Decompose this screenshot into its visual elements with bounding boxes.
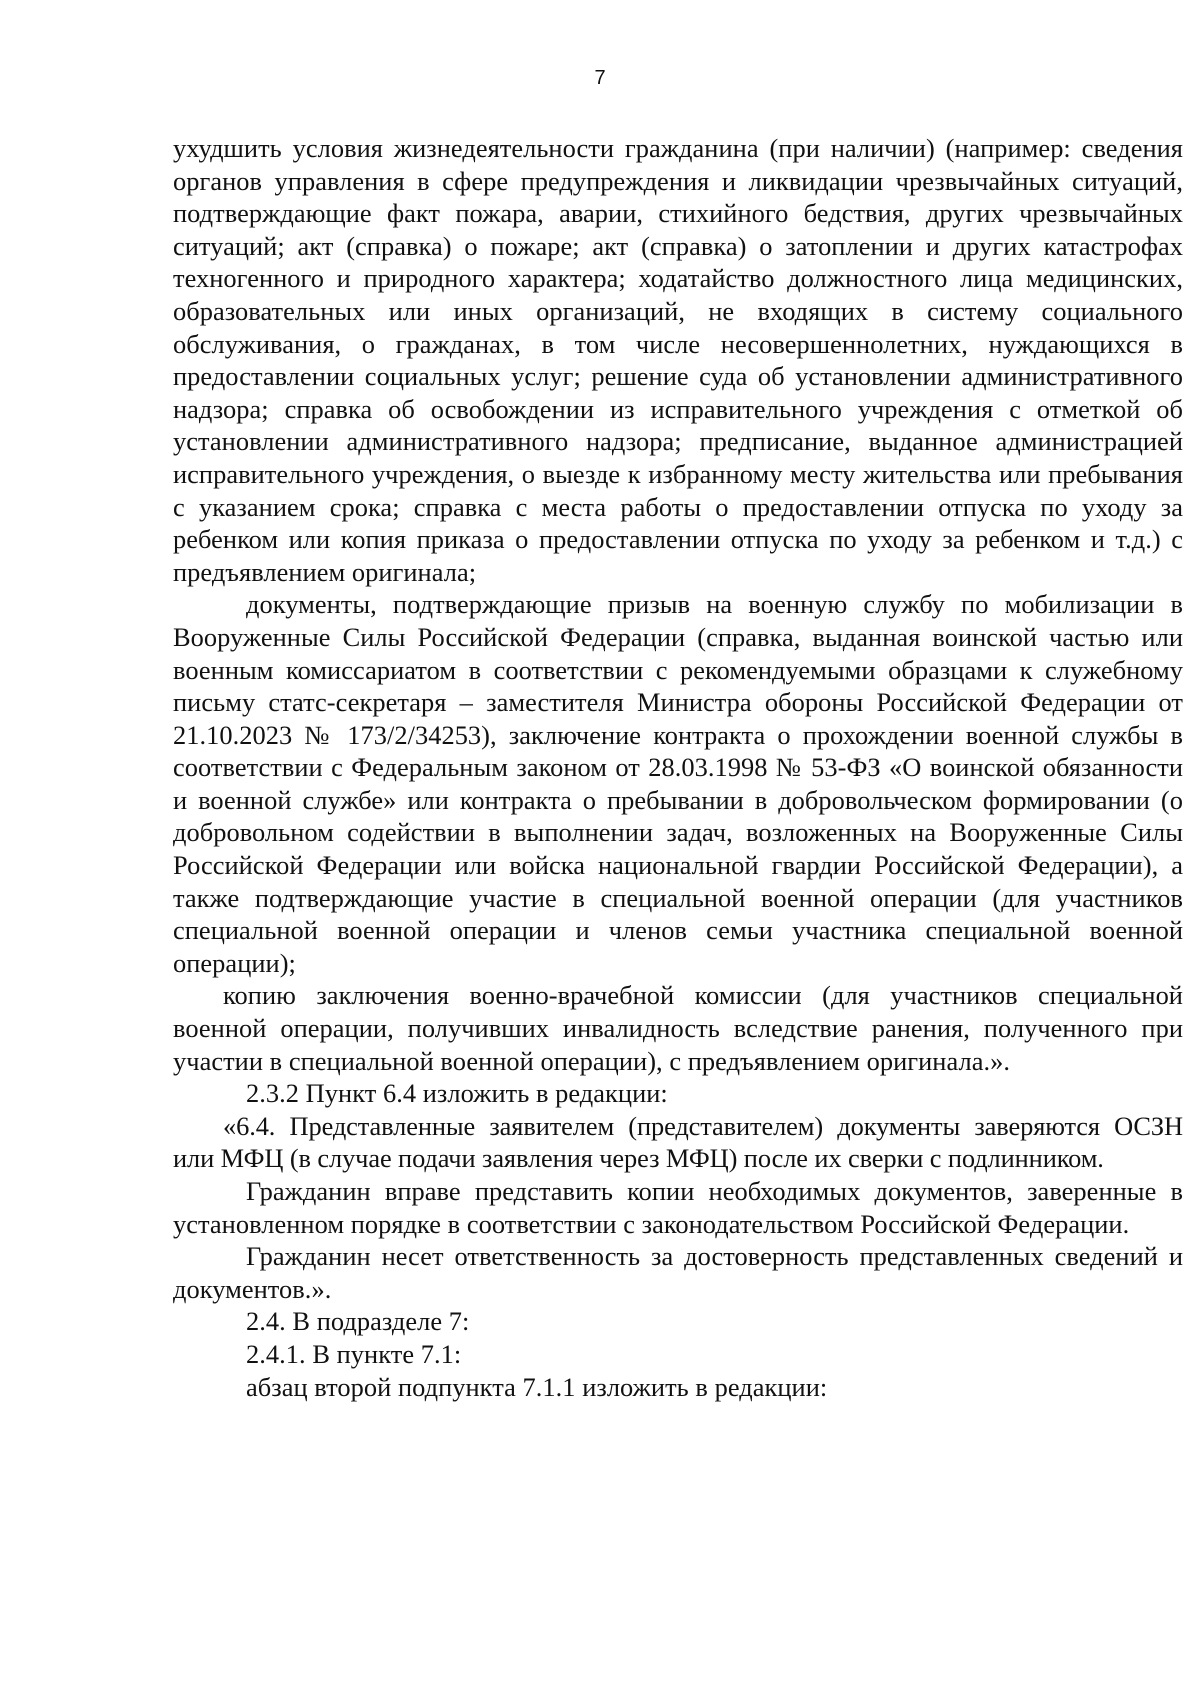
paragraph-clause-6-4: «6.4. Представленные заявителем (представителем) документы заверяются ОСЗН или МФЦ (в случае подачи заявления через МФЦ) после их сверки с подлинником. (173, 1110, 1183, 1174)
paragraph-medical-commission: копию заключения военно-врачебной комиссии (для участников специальной военной операции, получивших инвалидность вследствие ранения, полученного при участии в специальной военной операции), с предъявлением оригинала.». (173, 980, 1183, 1076)
paragraph-mobilization-documents: документы, подтверждающие призыв на военную службу по мобилизации в Вооруженные Силы Российской Федерации (справка, выданная воинской частью или военным комиссариатом в соответствии с рекомендуемыми образцами к служебному письму статс-секретаря – заместителя Министра обороны Российской Федерации от 21.10.2023 № 173/2/34253), заключение контракта о прохождении военной службы в соответствии с Федеральным законом от 28.03.1998 № 53-ФЗ «О воинской обязанности и военной службе» или контракта о пребывании в добровольческом формировании (о добровольном содействии в выполнении задач, возложенных на Вооруженные Силы Российской Федерации или войска национальной гвардии Российской Федерации), а также подтверждающие участие в специальной военной операции (для участников специальной военной операции и членов семьи участника специальной военной операции); (173, 589, 1183, 978)
document-body (173, 132, 1183, 1403)
paragraph-clause-2-4-1: 2.4.1. В пункте 7.1: (246, 1338, 462, 1369)
paragraph-responsibility: Гражданин несет ответственность за достоверность представленных сведений и документов.». (173, 1241, 1183, 1304)
paragraph-documents-list-continuation: ухудшить условия жизнедеятельности гражданина (при наличии) (например: сведения органов управления в сфере предупреждения и ликвидации чрезвычайных ситуаций, подтверждающие факт пожара, аварии, стихийного бедствия, других чрезвычайных ситуаций; акт (справка) о пожаре; акт (справка) о затоплении и других катастрофах техногенного и природного характера; ходатайство должностного лица медицинских, образовательных или иных организаций, не входящих в систему социального обслуживания, о гражданах, в том числе несовершеннолетних, нуждающихся в предоставлении социальных услуг; решение суда об установлении административного надзора; справка об освобождении из исправительного учреждения с отметкой об установлении административного надзора; предписание, выданное администрацией исправительного учреждения, о выезде к избранному месту жительства или пребывания с указанием срока; справка с места работы о предоставлении отпуска по уходу за ребенком или копия приказа о предоставлении отпуска по уходу за ребенком и т.д.) с предъявлением оригинала; (173, 133, 1183, 587)
paragraph-copies-right: Гражданин вправе представить копии необходимых документов, заверенные в установленном порядке в соответствии с законодательством Российской Федерации. (173, 1176, 1183, 1239)
page-number: 7 (594, 67, 606, 89)
paragraph-clause-2-4: 2.4. В подразделе 7: (246, 1306, 470, 1337)
paragraph-subclause-7-1-1: абзац второй подпункта 7.1.1 изложить в редакции: (246, 1371, 828, 1402)
paragraph-clause-2-3-2: 2.3.2 Пункт 6.4 изложить в редакции: (246, 1078, 668, 1109)
